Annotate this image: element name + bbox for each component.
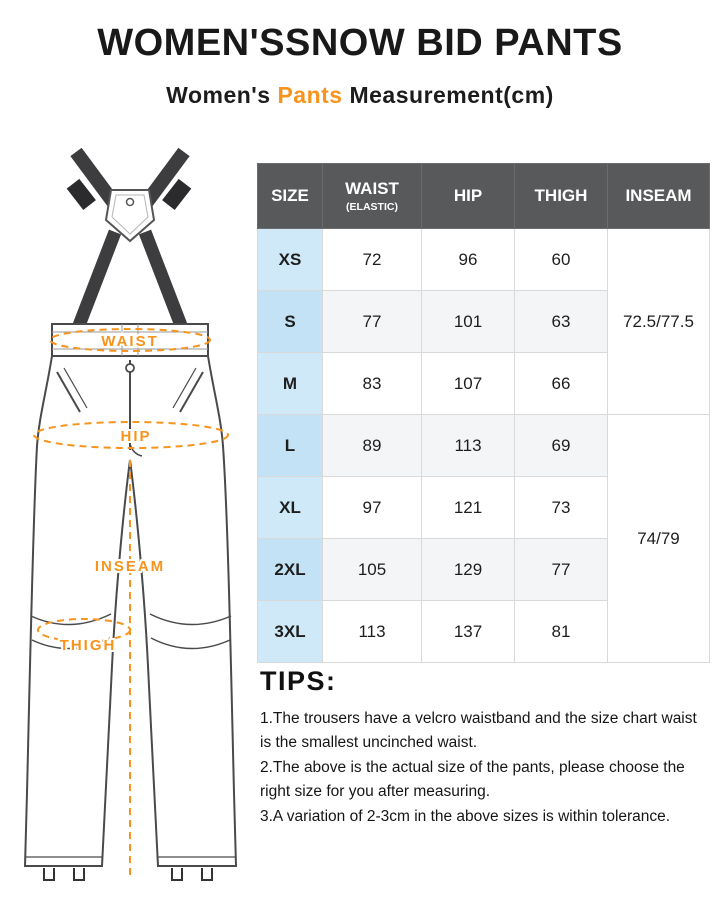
thigh-cell: 69 — [515, 415, 608, 477]
thigh-cell: 60 — [515, 229, 608, 291]
col-header-waist-sub: (ELASTIC) — [346, 201, 398, 213]
waist-cell: 77 — [323, 291, 422, 353]
col-header-size: SIZE — [258, 164, 323, 229]
waist-cell: 105 — [323, 539, 422, 601]
table-row — [258, 229, 710, 291]
subtitle-highlight: Pants — [277, 82, 343, 108]
inseam-label: INSEAM — [94, 558, 166, 575]
col-header-waist — [323, 164, 422, 229]
hip-label: HIP — [120, 428, 152, 445]
hip-cell: 129 — [422, 539, 515, 601]
tip-item-3: 3.A variation of 2-3cm in the above sizes is within tolerance. — [260, 808, 671, 826]
pants-diagram-svg — [0, 148, 258, 900]
page-subtitle — [0, 82, 720, 109]
waist-cell: 113 — [323, 601, 422, 663]
table-header-row — [258, 164, 710, 229]
size-cell: 2XL — [258, 539, 323, 601]
tip-item-1: 1.The trousers have a velcro waistband and the size chart waist is the smallest uncinched waist. — [260, 710, 697, 751]
hip-cell: 96 — [422, 229, 515, 291]
tip-item-2: 2.The above is the actual size of the pants, please choose the right size for you after measuring. — [260, 759, 685, 800]
hip-cell: 121 — [422, 477, 515, 539]
thigh-label: THIGH — [59, 637, 117, 654]
tips-heading: TIPS: — [260, 666, 337, 696]
table-row — [258, 415, 710, 477]
col-header-hip: HIP — [422, 164, 515, 229]
boot-hooks — [44, 868, 212, 880]
size-cell: XS — [258, 229, 323, 291]
size-cell: L — [258, 415, 323, 477]
hip-cell: 137 — [422, 601, 515, 663]
waist-cell: 89 — [323, 415, 422, 477]
hip-cell: 107 — [422, 353, 515, 415]
waist-cell: 83 — [323, 353, 422, 415]
page-title: WOMEN'SSNOW BID PANTS — [97, 22, 623, 64]
size-table — [257, 163, 710, 663]
pants-diagram — [0, 148, 258, 900]
thigh-cell: 81 — [515, 601, 608, 663]
col-header-waist-main: WAIST — [345, 179, 399, 198]
waist-label: WAIST — [101, 333, 159, 350]
size-cell: XL — [258, 477, 323, 539]
waist-cell: 97 — [323, 477, 422, 539]
thigh-cell: 63 — [515, 291, 608, 353]
inseam-cell: 74/79 — [608, 415, 710, 663]
inseam-cell: 72.5/77.5 — [608, 229, 710, 415]
size-cell: 3XL — [258, 601, 323, 663]
size-cell: M — [258, 353, 323, 415]
col-header-thigh: THIGH — [515, 164, 608, 229]
subtitle-post: Measurement(cm) — [342, 82, 554, 108]
thigh-cell: 66 — [515, 353, 608, 415]
thigh-cell: 73 — [515, 477, 608, 539]
hip-cell: 101 — [422, 291, 515, 353]
hip-cell: 113 — [422, 415, 515, 477]
size-cell: S — [258, 291, 323, 353]
col-header-inseam: INSEAM — [608, 164, 710, 229]
tips-section — [260, 666, 712, 831]
thigh-cell: 77 — [515, 539, 608, 601]
waist-cell: 72 — [323, 229, 422, 291]
subtitle-pre: Women's — [166, 82, 278, 108]
